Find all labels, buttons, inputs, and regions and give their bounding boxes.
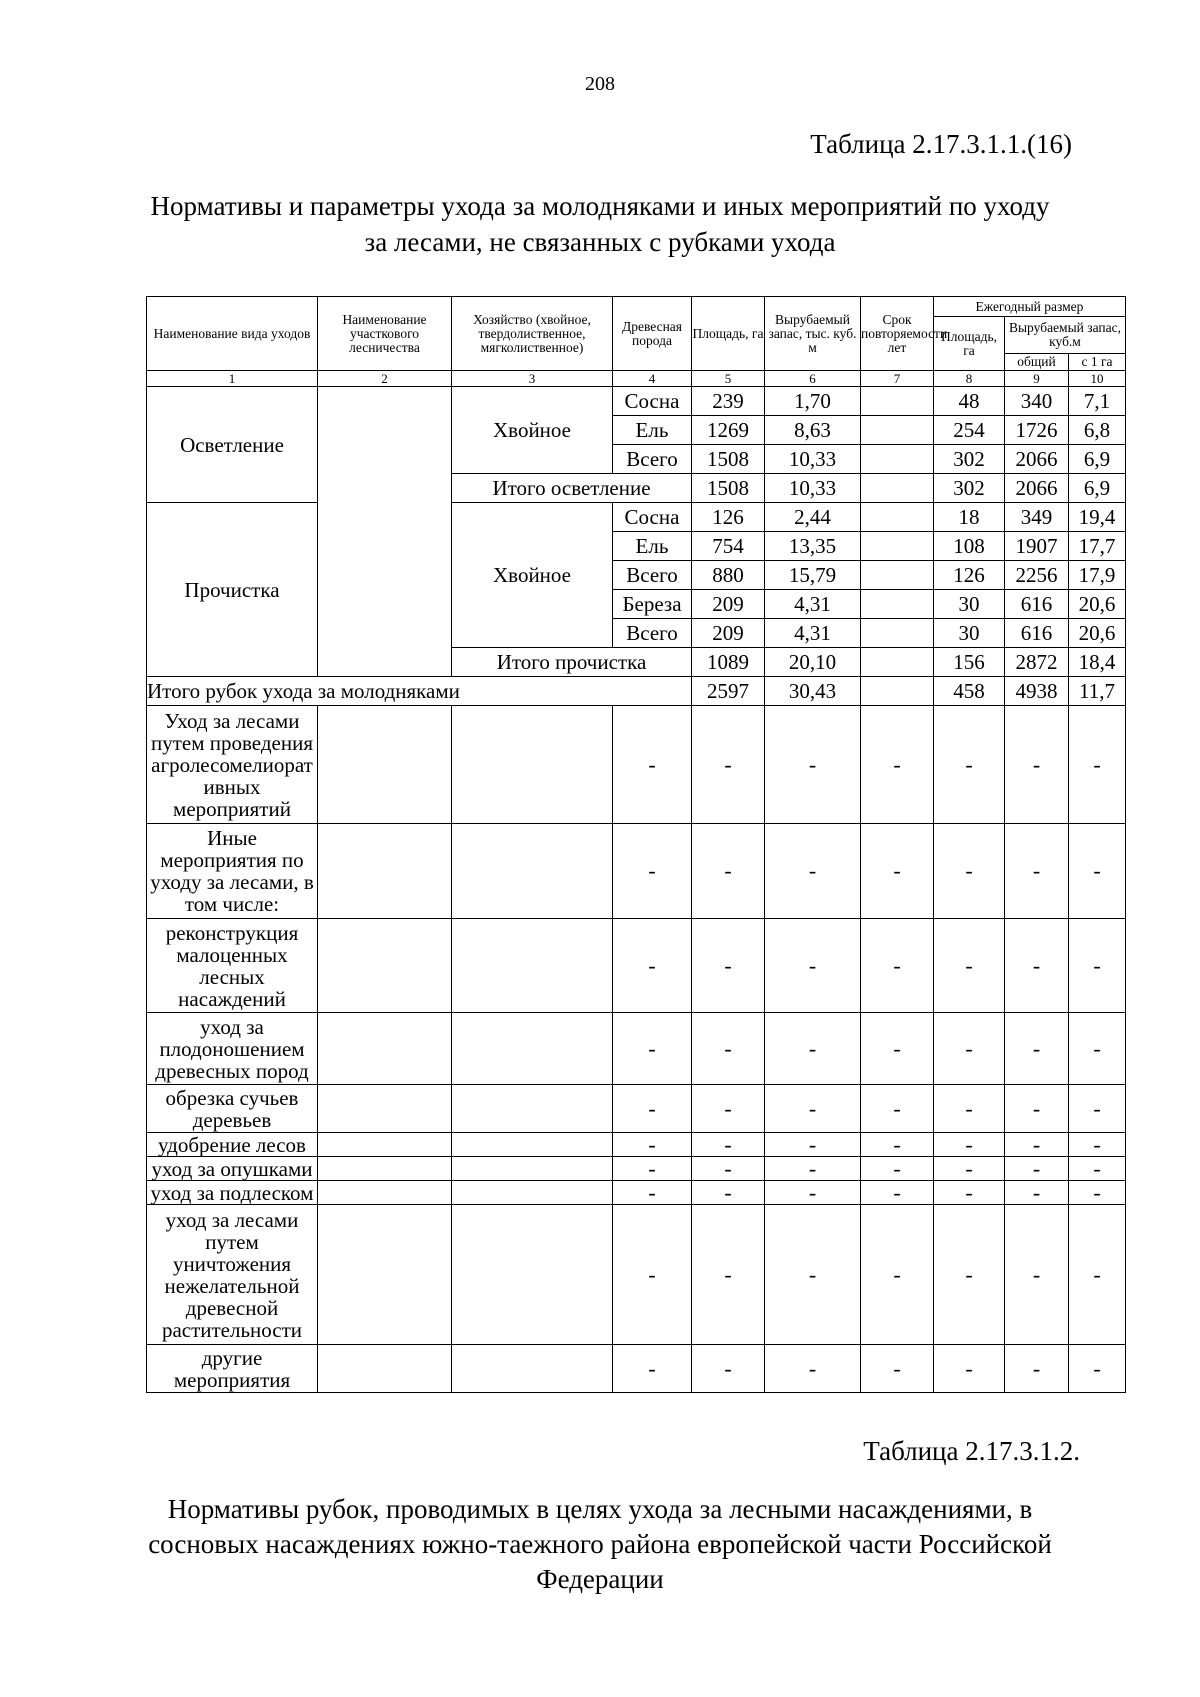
- header-species: Древесная порода: [613, 297, 692, 371]
- stock-cell: 10,33: [765, 445, 861, 474]
- activity-row: [147, 1133, 1126, 1157]
- total-label: Итого рубок ухода за молодняками: [147, 677, 692, 706]
- annual-area-cell: 30: [934, 619, 1005, 648]
- economy-cell: [452, 1085, 613, 1133]
- period-cell: [861, 416, 934, 445]
- area-cell: 1508: [692, 445, 765, 474]
- annual-area-cell: 108: [934, 532, 1005, 561]
- district-cell: [318, 706, 452, 824]
- annual-total-cell: 340: [1005, 387, 1069, 416]
- dash-cell: -: [934, 1133, 1005, 1157]
- dash-cell: -: [1005, 1085, 1069, 1133]
- dash-cell: -: [861, 1205, 934, 1345]
- activity-row: [147, 1085, 1126, 1133]
- activity-row: [147, 824, 1126, 919]
- column-number: 3: [452, 371, 613, 387]
- annual-total-cell: 1726: [1005, 416, 1069, 445]
- table-number: Таблица 2.17.3.1.1.(16): [810, 129, 1072, 159]
- dash-cell: -: [765, 1205, 861, 1345]
- economy-cell: [452, 1157, 613, 1181]
- header-stock: Вырубаемый запас, тыс. куб. м: [765, 297, 861, 371]
- dash-cell: -: [934, 1157, 1005, 1181]
- header-annual-area: Площадь, га: [934, 317, 1005, 371]
- economy-coniferous: Хвойное: [452, 503, 613, 648]
- species-cell: Сосна: [613, 503, 692, 532]
- dash-cell: -: [765, 1157, 861, 1181]
- species-cell: Ель: [613, 532, 692, 561]
- dash-cell: -: [934, 919, 1005, 1013]
- area-cell: 239: [692, 387, 765, 416]
- dash-cell: -: [934, 1013, 1005, 1085]
- annual-per-ha-cell: 19,4: [1069, 503, 1126, 532]
- annual-per-ha-cell: 17,9: [1069, 561, 1126, 590]
- district-cell: [318, 919, 452, 1013]
- dash-cell: -: [692, 1133, 765, 1157]
- annual-per-ha-cell: 11,7: [1069, 677, 1126, 706]
- dash-cell: -: [613, 1345, 692, 1393]
- stock-cell: 8,63: [765, 416, 861, 445]
- period-cell: [861, 677, 934, 706]
- activity-label: уход за плодоношением древесных пород: [147, 1013, 318, 1085]
- dash-cell: -: [765, 919, 861, 1013]
- dash-cell: -: [861, 706, 934, 824]
- species-cell: Сосна: [613, 387, 692, 416]
- annual-area-cell: 254: [934, 416, 1005, 445]
- annual-area-cell: 302: [934, 445, 1005, 474]
- dash-cell: -: [613, 1205, 692, 1345]
- dash-cell: -: [692, 1181, 765, 1205]
- subtotal-label: Итого осветление: [452, 474, 692, 503]
- period-cell: [861, 619, 934, 648]
- column-numbers-row: [147, 371, 1126, 387]
- economy-cell: [452, 1345, 613, 1393]
- dash-cell: -: [1069, 1085, 1126, 1133]
- district-cell: [318, 824, 452, 919]
- header-per-ha: с 1 га: [1069, 354, 1126, 371]
- annual-total-cell: 2066: [1005, 445, 1069, 474]
- dash-cell: -: [1005, 1133, 1069, 1157]
- dash-cell: -: [861, 1085, 934, 1133]
- activity-label: Иные мероприятия по уходу за лесами, в том числе:: [147, 824, 318, 919]
- dash-cell: -: [692, 1085, 765, 1133]
- dash-cell: -: [1005, 1181, 1069, 1205]
- area-cell: 1089: [692, 648, 765, 677]
- dash-cell: -: [613, 1085, 692, 1133]
- district-cell: [318, 1205, 452, 1345]
- total-row: [147, 677, 1126, 706]
- activity-row: [147, 919, 1126, 1013]
- column-number: 9: [1005, 371, 1069, 387]
- period-cell: [861, 445, 934, 474]
- period-cell: [861, 532, 934, 561]
- area-cell: 126: [692, 503, 765, 532]
- district-cell: [318, 1157, 452, 1181]
- dash-cell: -: [1069, 1345, 1126, 1393]
- district-cell: [318, 387, 452, 677]
- dash-cell: -: [934, 706, 1005, 824]
- header-care-type: Наименование вида уходов: [147, 297, 318, 371]
- annual-per-ha-cell: 17,7: [1069, 532, 1126, 561]
- activity-row: [147, 1205, 1126, 1345]
- dash-cell: -: [1005, 706, 1069, 824]
- dash-cell: -: [861, 1181, 934, 1205]
- annual-total-cell: 2872: [1005, 648, 1069, 677]
- annual-area-cell: 126: [934, 561, 1005, 590]
- header-economy: Хозяйство (хвойное, твердолиственное, мягколиственное): [452, 297, 613, 371]
- annual-area-cell: 18: [934, 503, 1005, 532]
- activity-label: уход за лесами путем уничтожения нежелательной древесной растительности: [147, 1205, 318, 1345]
- stock-cell: 1,70: [765, 387, 861, 416]
- annual-total-cell: 2066: [1005, 474, 1069, 503]
- stock-cell: 20,10: [765, 648, 861, 677]
- dash-cell: -: [692, 1157, 765, 1181]
- period-cell: [861, 590, 934, 619]
- stock-cell: 30,43: [765, 677, 861, 706]
- district-cell: [318, 1013, 452, 1085]
- dash-cell: -: [765, 1085, 861, 1133]
- dash-cell: -: [765, 1013, 861, 1085]
- dash-cell: -: [613, 1133, 692, 1157]
- annual-per-ha-cell: 6,8: [1069, 416, 1126, 445]
- stock-cell: 4,31: [765, 619, 861, 648]
- annual-per-ha-cell: 7,1: [1069, 387, 1126, 416]
- activity-label: уход за опушками: [147, 1157, 318, 1181]
- economy-cell: [452, 919, 613, 1013]
- group-cleaning: Прочистка: [147, 503, 318, 677]
- dash-cell: -: [613, 1181, 692, 1205]
- subtotal-label: Итого прочистка: [452, 648, 692, 677]
- dash-cell: -: [934, 1205, 1005, 1345]
- period-cell: [861, 387, 934, 416]
- header-total: общий: [1005, 354, 1069, 371]
- dash-cell: -: [765, 1133, 861, 1157]
- column-number: 5: [692, 371, 765, 387]
- dash-cell: -: [1005, 1157, 1069, 1181]
- dash-cell: -: [934, 1181, 1005, 1205]
- district-cell: [318, 1345, 452, 1393]
- economy-cell: [452, 1133, 613, 1157]
- area-cell: 754: [692, 532, 765, 561]
- forest-care-table: [146, 296, 1126, 1393]
- species-cell: Всего: [613, 445, 692, 474]
- dash-cell: -: [1005, 919, 1069, 1013]
- column-number: 6: [765, 371, 861, 387]
- group-lightening: Осветление: [147, 387, 318, 503]
- dash-cell: -: [1005, 1013, 1069, 1085]
- dash-cell: -: [765, 824, 861, 919]
- period-cell: [861, 561, 934, 590]
- activity-label: Уход за лесами путем проведения агролесомелиорат ивных мероприятий: [147, 706, 318, 824]
- dash-cell: -: [1069, 1013, 1126, 1085]
- dash-cell: -: [934, 1085, 1005, 1133]
- dash-cell: -: [1005, 824, 1069, 919]
- header-district: Наименование участкового лесничества: [318, 297, 452, 371]
- column-number: 2: [318, 371, 452, 387]
- column-number: 8: [934, 371, 1005, 387]
- dash-cell: -: [692, 706, 765, 824]
- header-area: Площадь, га: [692, 297, 765, 371]
- dash-cell: -: [1069, 1157, 1126, 1181]
- dash-cell: -: [692, 1205, 765, 1345]
- dash-cell: -: [613, 1013, 692, 1085]
- annual-per-ha-cell: 6,9: [1069, 445, 1126, 474]
- table-row: [147, 387, 1126, 416]
- dash-cell: -: [765, 1181, 861, 1205]
- header-annual-stock: Вырубаемый запас, куб.м: [1005, 317, 1126, 354]
- annual-area-cell: 48: [934, 387, 1005, 416]
- annual-per-ha-cell: 20,6: [1069, 590, 1126, 619]
- dash-cell: -: [861, 1157, 934, 1181]
- annual-area-cell: 30: [934, 590, 1005, 619]
- species-cell: Береза: [613, 590, 692, 619]
- period-cell: [861, 648, 934, 677]
- dash-cell: -: [613, 1157, 692, 1181]
- annual-per-ha-cell: 18,4: [1069, 648, 1126, 677]
- area-cell: 1269: [692, 416, 765, 445]
- dash-cell: -: [613, 919, 692, 1013]
- dash-cell: -: [861, 919, 934, 1013]
- activity-row: [147, 706, 1126, 824]
- annual-area-cell: 302: [934, 474, 1005, 503]
- species-cell: Всего: [613, 561, 692, 590]
- activity-label: уход за подлеском: [147, 1181, 318, 1205]
- dash-cell: -: [1005, 1205, 1069, 1345]
- period-cell: [861, 503, 934, 532]
- activity-label: другие мероприятия: [147, 1345, 318, 1393]
- economy-cell: [452, 1181, 613, 1205]
- page-number: 208: [585, 73, 615, 95]
- table-number: Таблица 2.17.3.1.2.: [863, 1436, 1080, 1466]
- annual-total-cell: 4938: [1005, 677, 1069, 706]
- activity-row: [147, 1157, 1126, 1181]
- column-number: 10: [1069, 371, 1126, 387]
- annual-total-cell: 349: [1005, 503, 1069, 532]
- period-cell: [861, 474, 934, 503]
- column-number: 7: [861, 371, 934, 387]
- dash-cell: -: [1069, 824, 1126, 919]
- annual-total-cell: 616: [1005, 619, 1069, 648]
- species-cell: Ель: [613, 416, 692, 445]
- activity-row: [147, 1345, 1126, 1393]
- dash-cell: -: [861, 1013, 934, 1085]
- annual-per-ha-cell: 20,6: [1069, 619, 1126, 648]
- economy-cell: [452, 1205, 613, 1345]
- dash-cell: -: [613, 706, 692, 824]
- dash-cell: -: [765, 1345, 861, 1393]
- species-cell: Всего: [613, 619, 692, 648]
- dash-cell: -: [1069, 1205, 1126, 1345]
- dash-cell: -: [765, 706, 861, 824]
- header-annual: Ежегодный размер: [934, 297, 1126, 317]
- annual-area-cell: 156: [934, 648, 1005, 677]
- table-title: Нормативы и параметры ухода за молодняками и иных мероприятий по уходу за лесами, не связанных с рубками ухода: [150, 191, 1050, 257]
- stock-cell: 4,31: [765, 590, 861, 619]
- table-title: Нормативы рубок, проводимых в целях ухода за лесными насаждениями, в сосновых насаждениях южно-таежного района европейской части Российской Федерации: [148, 1494, 1052, 1594]
- area-cell: 880: [692, 561, 765, 590]
- dash-cell: -: [861, 824, 934, 919]
- column-number: 4: [613, 371, 692, 387]
- economy-cell: [452, 706, 613, 824]
- district-cell: [318, 1133, 452, 1157]
- area-cell: 209: [692, 619, 765, 648]
- dash-cell: -: [861, 1133, 934, 1157]
- area-cell: 1508: [692, 474, 765, 503]
- stock-cell: 2,44: [765, 503, 861, 532]
- annual-total-cell: 2256: [1005, 561, 1069, 590]
- dash-cell: -: [934, 824, 1005, 919]
- activity-label: реконструкция малоценных лесных насаждений: [147, 919, 318, 1013]
- annual-total-cell: 616: [1005, 590, 1069, 619]
- dash-cell: -: [1069, 919, 1126, 1013]
- dash-cell: -: [613, 824, 692, 919]
- dash-cell: -: [1069, 706, 1126, 824]
- area-cell: 2597: [692, 677, 765, 706]
- dash-cell: -: [1069, 1133, 1126, 1157]
- annual-per-ha-cell: 6,9: [1069, 474, 1126, 503]
- dash-cell: -: [692, 919, 765, 1013]
- dash-cell: -: [861, 1345, 934, 1393]
- annual-total-cell: 1907: [1005, 532, 1069, 561]
- dash-cell: -: [692, 1013, 765, 1085]
- activity-label: обрезка сучьев деревьев: [147, 1085, 318, 1133]
- annual-area-cell: 458: [934, 677, 1005, 706]
- dash-cell: -: [934, 1345, 1005, 1393]
- stock-cell: 10,33: [765, 474, 861, 503]
- economy-cell: [452, 1013, 613, 1085]
- dash-cell: -: [692, 1345, 765, 1393]
- header-period: Срок повторяемости лет: [861, 297, 934, 371]
- economy-coniferous: Хвойное: [452, 387, 613, 474]
- area-cell: 209: [692, 590, 765, 619]
- district-cell: [318, 1085, 452, 1133]
- table-row: [147, 503, 1126, 532]
- economy-cell: [452, 824, 613, 919]
- dash-cell: -: [692, 824, 765, 919]
- activity-row: [147, 1181, 1126, 1205]
- dash-cell: -: [1005, 1345, 1069, 1393]
- activity-row: [147, 1013, 1126, 1085]
- district-cell: [318, 1181, 452, 1205]
- dash-cell: -: [1069, 1181, 1126, 1205]
- activity-label: удобрение лесов: [147, 1133, 318, 1157]
- stock-cell: 15,79: [765, 561, 861, 590]
- column-number: 1: [147, 371, 318, 387]
- stock-cell: 13,35: [765, 532, 861, 561]
